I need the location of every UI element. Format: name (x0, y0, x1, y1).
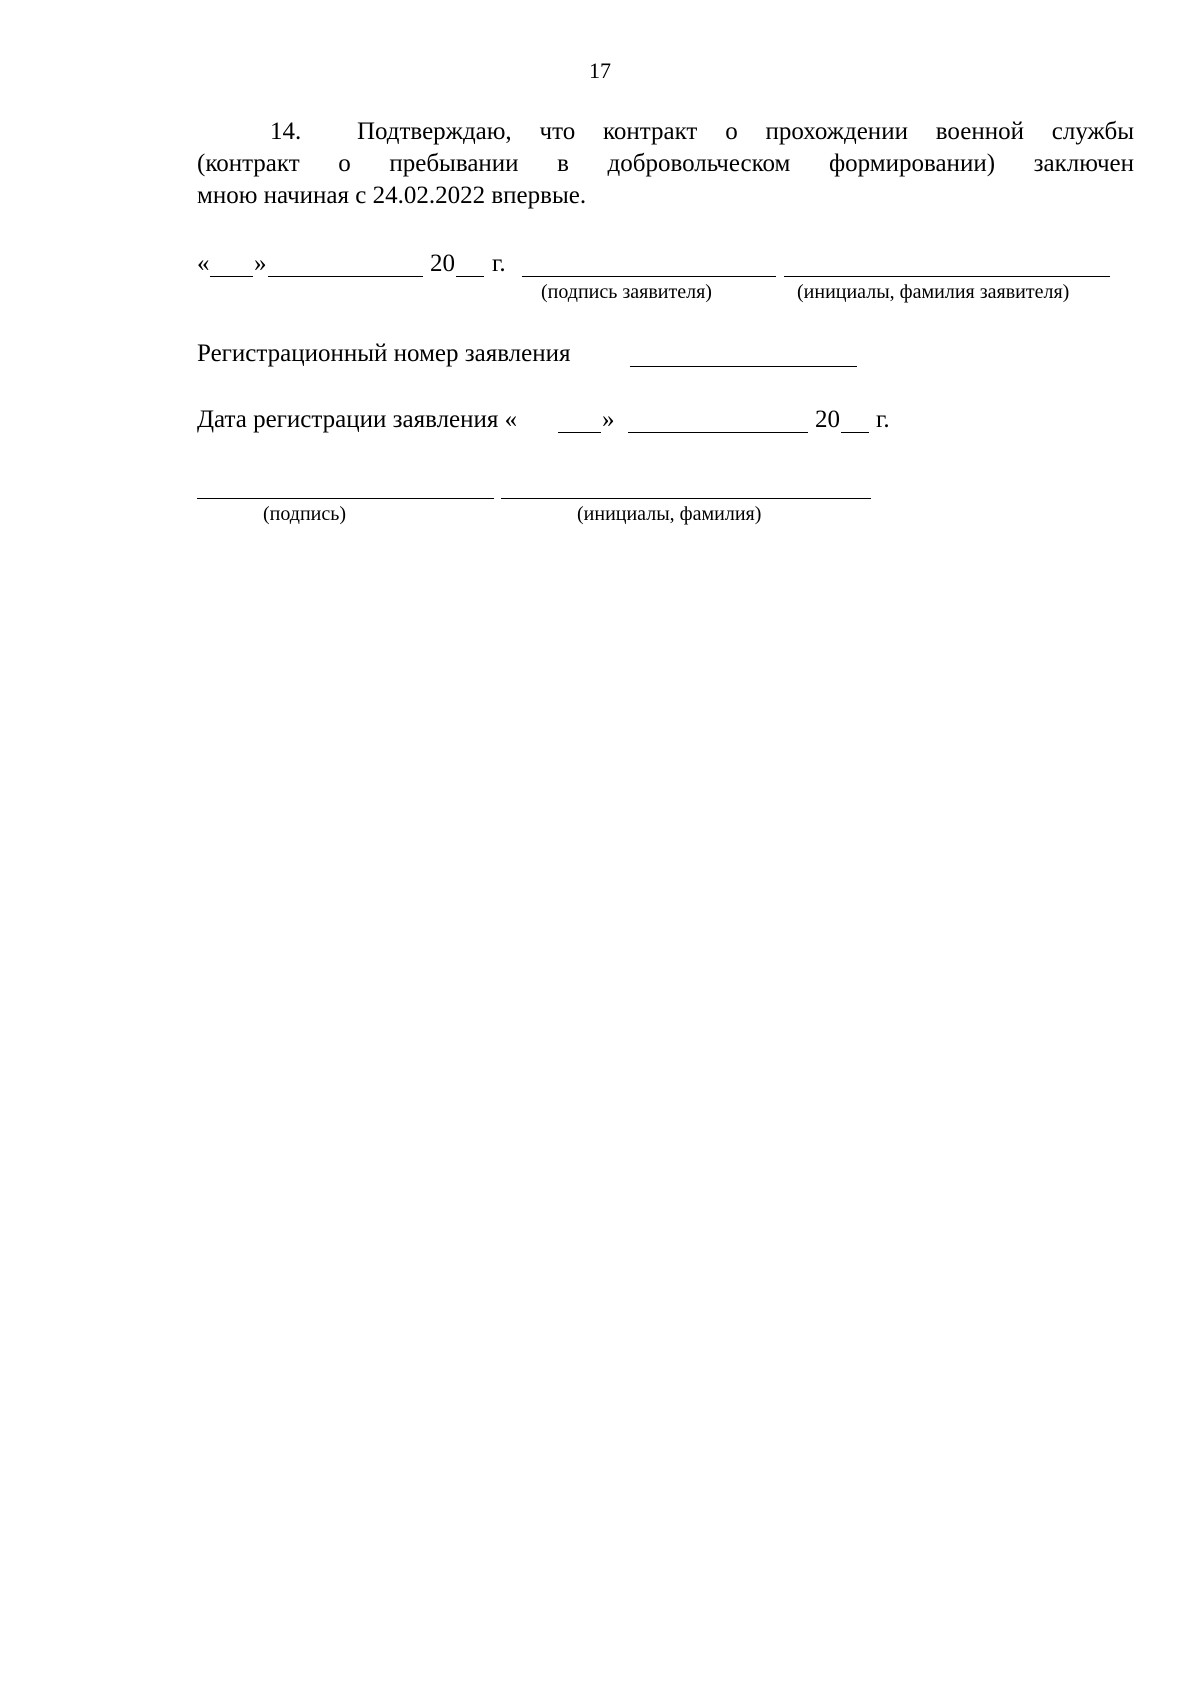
year-suffix: г. (492, 250, 506, 277)
year-field[interactable] (456, 276, 484, 277)
registration-number-label: Регистрационный номер заявления (197, 340, 571, 367)
registration-year-field[interactable] (841, 432, 869, 433)
registration-year-suffix: г. (876, 406, 890, 433)
day-field[interactable] (210, 276, 253, 277)
registration-year-prefix: 20 (815, 406, 840, 433)
page-number: 17 (589, 58, 611, 83)
month-field[interactable] (268, 276, 423, 277)
item14-line-2: (контракт о пребывании в добровольческом формировании) заключен (197, 150, 1134, 177)
day-close-quote: » (254, 250, 267, 277)
official-signature-caption: (подпись) (263, 503, 347, 525)
registration-month-field[interactable] (628, 432, 808, 433)
item14-line-1 (197, 116, 1134, 148)
day-open-quote: « (197, 250, 210, 277)
year-prefix: 20 (430, 250, 455, 277)
item14-line-3: мною начиная с 24.02.2022 впервые. (197, 182, 587, 209)
item14-number: 14. (270, 118, 302, 145)
official-name-caption: (инициалы, фамилия) (577, 503, 762, 525)
applicant-name-field[interactable] (784, 276, 1110, 277)
applicant-signature-field[interactable] (522, 276, 776, 277)
registration-date-label: Дата регистрации заявления « (197, 406, 518, 433)
registration-day-close-quote: » (602, 406, 615, 433)
registration-number-field[interactable] (630, 366, 857, 367)
applicant-name-caption: (инициалы, фамилия заявителя) (797, 281, 1070, 303)
official-name-field[interactable] (501, 498, 871, 499)
official-signature-field[interactable] (197, 498, 494, 499)
applicant-signature-caption: (подпись заявителя) (541, 281, 712, 303)
item14-line-1-text: Подтверждаю, что контракт о прохождении военной службы (356, 118, 1134, 145)
registration-day-field[interactable] (558, 432, 601, 433)
applicant-date-row (197, 249, 210, 279)
